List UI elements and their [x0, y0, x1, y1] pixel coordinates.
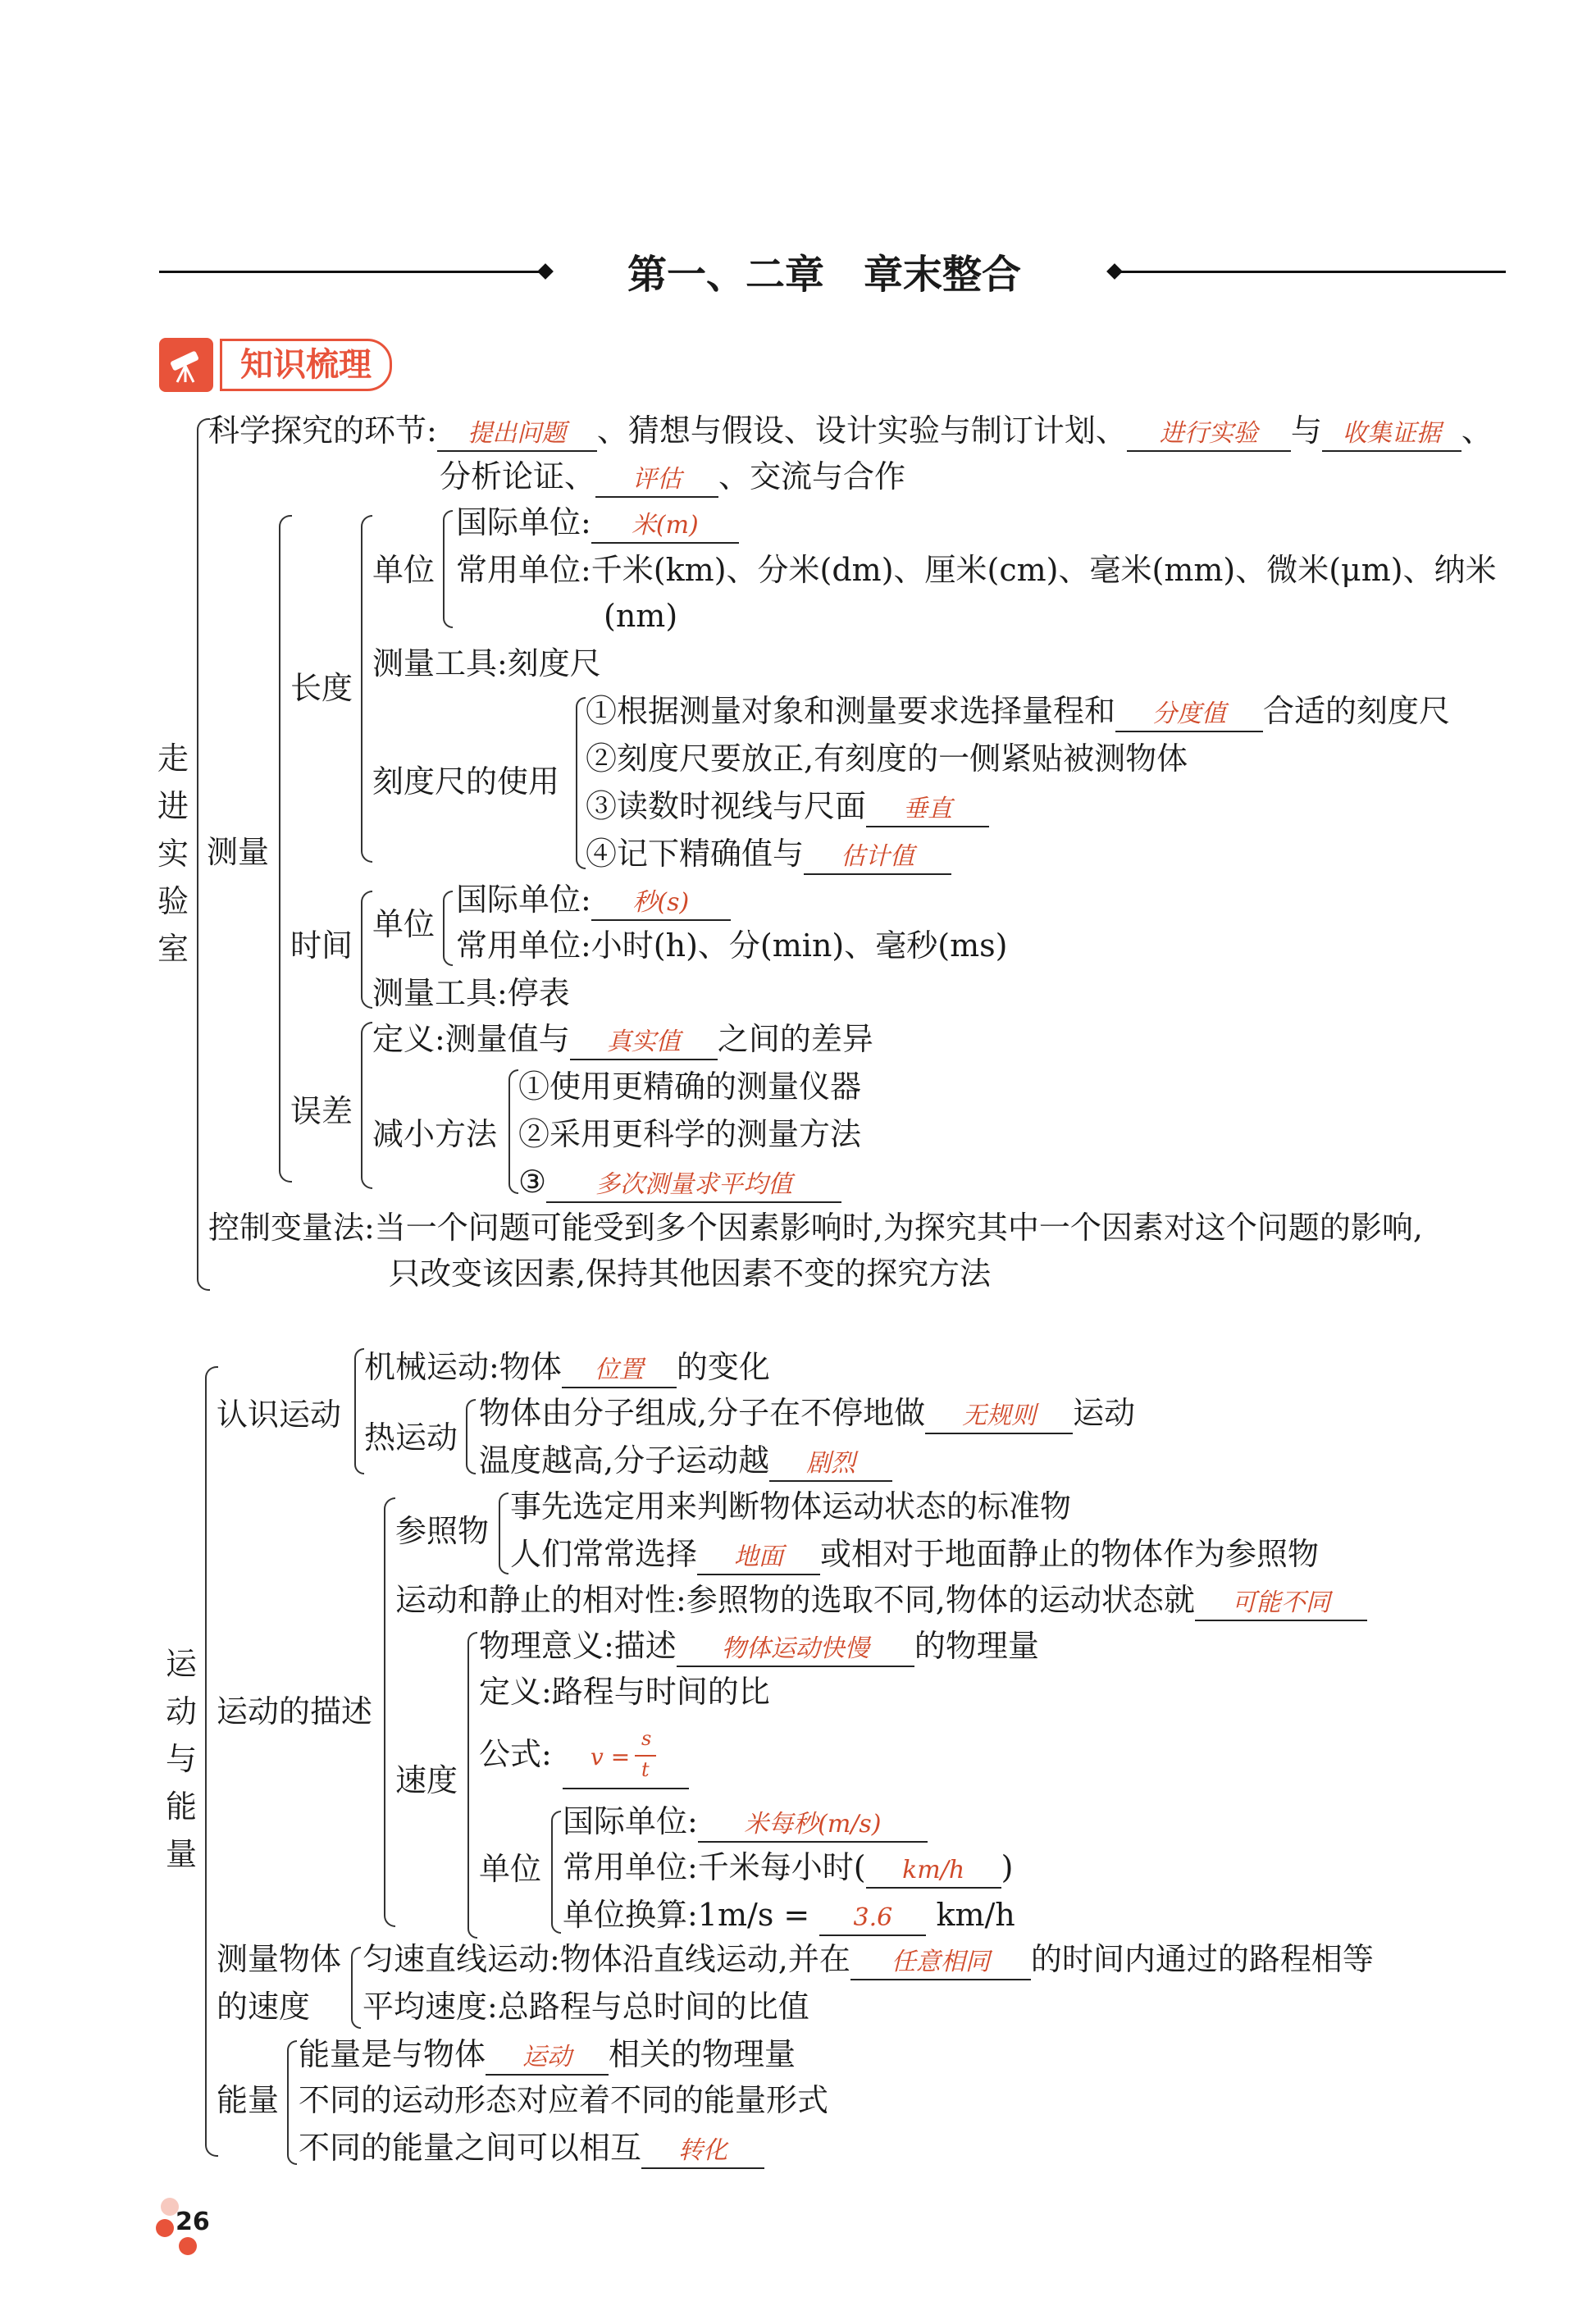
- speed-intl-unit: 国际单位: 米每秒(m/s): [563, 1802, 928, 1843]
- brace-length-unit: [443, 510, 453, 628]
- error-definition: 定义:测量值与 真实值 之间的差异: [372, 1020, 873, 1060]
- brace-motion-description: [384, 1497, 395, 1927]
- answer-may-differ: 可能不同: [1195, 1587, 1367, 1621]
- brace-measure: [279, 515, 292, 1183]
- reference-object-def: 事先选定用来判断物体运动状态的标准物: [510, 1488, 1072, 1524]
- brace-speed: [467, 1632, 477, 1939]
- measure-speed-label-1: 测量物体: [217, 1941, 342, 1977]
- header-rule-left: [159, 271, 545, 273]
- reduce-method-3: ③ 多次测量求平均值: [518, 1163, 841, 1203]
- header-rule-right: [1115, 271, 1506, 273]
- ruler-rule-2: ②刻度尺要放正,有刻度的一侧紧贴被测物体: [586, 741, 1188, 777]
- thermal-motion-label: 热运动: [364, 1420, 458, 1456]
- page-decoration-dot: [179, 2237, 197, 2255]
- time-intl-unit: 国际单位: 秒(s): [456, 881, 731, 921]
- answer-estimate: 估计值: [804, 841, 951, 875]
- measure-speed-label-2: 的速度: [217, 1989, 311, 2025]
- speed-meaning: 物理意义:描述 物体运动快慢 的物理量: [479, 1627, 1039, 1667]
- brace-thermal-motion: [466, 1399, 476, 1474]
- answer-irregular: 无规则: [925, 1400, 1073, 1434]
- error-label: 误差: [290, 1093, 353, 1129]
- inquiry-steps-line1: 科学探究的环节: 提出问题 、猜想与假设、设计实验与制订计划、 进行实验 与 收集证据 、: [208, 412, 1493, 452]
- answer-ground: 地面: [697, 1541, 820, 1575]
- answer-meter: 米(m): [591, 509, 739, 544]
- root-label-motion-energy: 运 动 与 能 量: [165, 1646, 197, 1872]
- telescope-icon: [159, 338, 213, 392]
- page-number: 26: [176, 2208, 210, 2236]
- speed-common-unit: 常用单位:千米每小时( km/h ): [563, 1848, 1013, 1889]
- answer-convert: 转化: [641, 2135, 764, 2169]
- brace-measure-speed: [351, 1947, 361, 2029]
- ruler-use-label: 刻度尺的使用: [372, 763, 560, 800]
- brace-reduce-methods: [508, 1069, 518, 1194]
- brace-energy: [287, 2040, 297, 2165]
- answer-collect-evidence: 收集证据: [1322, 417, 1461, 452]
- length-intl-unit: 国际单位: 米(m): [456, 504, 739, 544]
- speed-label: 速度: [395, 1762, 458, 1798]
- answer-any-equal: 任意相同: [850, 1946, 1031, 1980]
- page-decoration-dot: [156, 2219, 174, 2237]
- speed-formula: 公式:: [479, 1736, 552, 1772]
- length-common-units-cont: (nm): [604, 598, 678, 634]
- ruler-rule-4: ④记下精确值与 估计值: [586, 835, 951, 875]
- reference-object-label: 参照物: [395, 1513, 490, 1549]
- answer-intense: 剧烈: [769, 1447, 892, 1482]
- brace-time: [361, 891, 372, 1009]
- inquiry-steps-line2: 分析论证、 评估 、交流与合作: [440, 458, 905, 498]
- average-speed: 平均速度:总路程与总时间的比值: [363, 1989, 809, 2025]
- answer-position: 位置: [562, 1354, 677, 1388]
- speed-definition: 定义:路程与时间的比: [479, 1674, 770, 1710]
- answer-average: 多次测量求平均值: [546, 1169, 841, 1203]
- control-variable-line1: 控制变量法:当一个问题可能受到多个因素影响时,为探究其中一个因素对这个问题的影响,: [208, 1210, 1423, 1246]
- root-label-lab: 走 进 实 验 室: [157, 741, 189, 967]
- motion-relativity: 运动和静止的相对性:参照物的选取不同,物体的运动状态就 可能不同: [395, 1581, 1367, 1621]
- reduce-method-2: ②采用更科学的测量方法: [518, 1116, 862, 1152]
- reduce-method-1: ①使用更精确的测量仪器: [518, 1069, 862, 1105]
- energy-forms: 不同的运动形态对应着不同的能量形式: [299, 2082, 829, 2118]
- ruler-rule-3: ③读数时视线与尺面 垂直: [586, 787, 989, 827]
- reduce-methods-label: 减小方法: [372, 1116, 498, 1152]
- brace-error: [361, 1022, 372, 1189]
- answer-evaluate: 评估: [595, 463, 718, 498]
- energy-conversion: 不同的能量之间可以相互 转化: [299, 2129, 764, 2169]
- mechanical-motion: 机械运动:物体 位置 的变化: [364, 1348, 770, 1388]
- brace-time-unit: [443, 891, 453, 966]
- section-badge-label: 知识梳理: [220, 339, 392, 391]
- section-badge: [159, 338, 392, 392]
- measure-label: 测量: [207, 834, 270, 870]
- brace-recognize-motion: [354, 1348, 364, 1474]
- header-diamond-left: [537, 263, 554, 280]
- answer-km-per-hour: km/h: [866, 1854, 1001, 1889]
- speed-unit-conversion: 单位换算:1m/s = 3.6 km/h: [563, 1896, 1015, 1936]
- brace-length: [361, 515, 372, 863]
- speed-unit-label: 单位: [479, 1851, 542, 1887]
- answer-meter-per-second: 米每秒(m/s): [698, 1808, 928, 1843]
- ruler-rule-1: ①根据测量对象和测量要求选择量程和 分度值 合适的刻度尺: [586, 692, 1450, 732]
- energy-def: 能量是与物体 运动 相关的物理量: [299, 2035, 796, 2076]
- motion-description-label: 运动的描述: [217, 1693, 373, 1729]
- fraction-bar: [635, 1755, 656, 1757]
- answer-conversion-factor: 3.6: [819, 1902, 926, 1936]
- answer-raise-question: 提出问题: [437, 417, 597, 452]
- energy-label: 能量: [217, 2082, 280, 2118]
- brace-speed-unit: [551, 1811, 561, 1934]
- brace-reference-object: [499, 1492, 508, 1574]
- brace-part2-root: [205, 1366, 218, 2157]
- page-title: 第一、二章 章末整合: [627, 252, 1022, 298]
- reference-object-choice: 人们常常选择 地面 或相对于地面静止的物体作为参照物: [510, 1535, 1319, 1575]
- answer-division-value: 分度值: [1115, 698, 1263, 732]
- time-common-units: 常用单位:小时(h)、分(min)、毫秒(ms): [456, 927, 1008, 964]
- time-unit-label: 单位: [372, 906, 435, 942]
- time-tool: 测量工具:停表: [372, 975, 570, 1011]
- answer-true-value: 真实值: [570, 1026, 718, 1060]
- thermal-motion-2: 温度越高,分子运动越 剧烈: [479, 1442, 892, 1482]
- uniform-linear-motion: 匀速直线运动:物体沿直线运动,并在 任意相同 的时间内通过的路程相等: [363, 1940, 1374, 1980]
- length-tool: 测量工具:刻度尺: [372, 645, 601, 681]
- length-unit-label: 单位: [372, 552, 435, 588]
- answer-conduct-experiment: 进行实验: [1127, 417, 1291, 452]
- recognize-motion-label: 认识运动: [217, 1397, 342, 1433]
- answer-formula: v = s t: [563, 1724, 689, 1789]
- brace-ruler-use: [576, 697, 586, 869]
- thermal-motion-1: 物体由分子组成,分子在不停地做 无规则 运动: [479, 1394, 1135, 1434]
- control-variable-line2: 只改变该因素,保持其他因素不变的探究方法: [389, 1255, 992, 1292]
- answer-how-fast: 物体运动快慢: [677, 1633, 914, 1667]
- answer-motion: 运动: [486, 2041, 609, 2076]
- length-label: 长度: [290, 670, 353, 706]
- answer-perpendicular: 垂直: [866, 793, 989, 827]
- length-common-units: 常用单位:千米(km)、分米(dm)、厘米(cm)、毫米(mm)、微米(μm)、纳米: [456, 552, 1497, 588]
- time-label: 时间: [290, 927, 353, 964]
- answer-second: 秒(s): [591, 886, 731, 921]
